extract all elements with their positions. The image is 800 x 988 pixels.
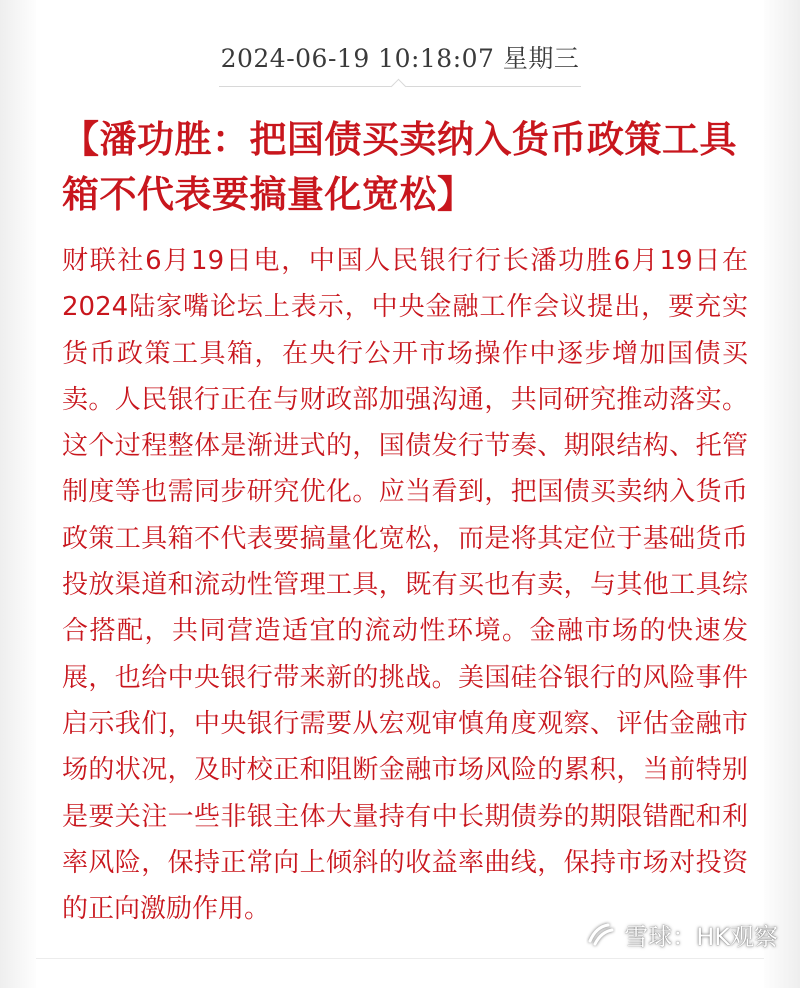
footer-divider	[36, 958, 764, 959]
snowball-icon	[586, 919, 616, 949]
watermark	[586, 914, 778, 954]
timestamp-pointer	[391, 79, 407, 95]
article-body: 财联社6月19日电，中国人民银行行长潘功胜6月19日在2024陆家嘴论坛上表示，中央金融工作会议提出，要充实货币政策工具箱，在央行公开市场操作中逐步增加国债买卖。人民银行正在与财政部加强沟通，共同研究推动落实。这个过程整体是渐进式的，国债发行节奏、期限结构、托管制度等也需同步研究优化。应当看到，把国债买卖纳入货币政策工具箱不代表要搞量化宽松，而是将其定位于基础货币投放渠道和流动性管理工具，既有买也有卖，与其他工具综合搭配，共同营造适宜的流动性环境。金融市场的快速发展，也给中央银行带来新的挑战。美国硅谷银行的风险事件启示我们，中央银行需要从宏观审慎角度观察、评估金融市场的状况，及时校正和阻断金融市场风险的累积，当前特别是要关注一些非银主体大量持有中长期债券的期限错配和利率风险，保持正常向上倾斜的收益率曲线，保持市场对投资的正向激励作用。	[62, 246, 748, 925]
publish-timestamp: 2024-06-19 10:18:07 星期三	[220, 44, 580, 73]
article-headline: 【潘功胜：把国债买卖纳入货币政策工具箱不代表要搞量化宽松】	[62, 118, 737, 216]
watermark-text: 雪球：HK观察	[624, 922, 778, 951]
article-card	[36, 0, 764, 988]
